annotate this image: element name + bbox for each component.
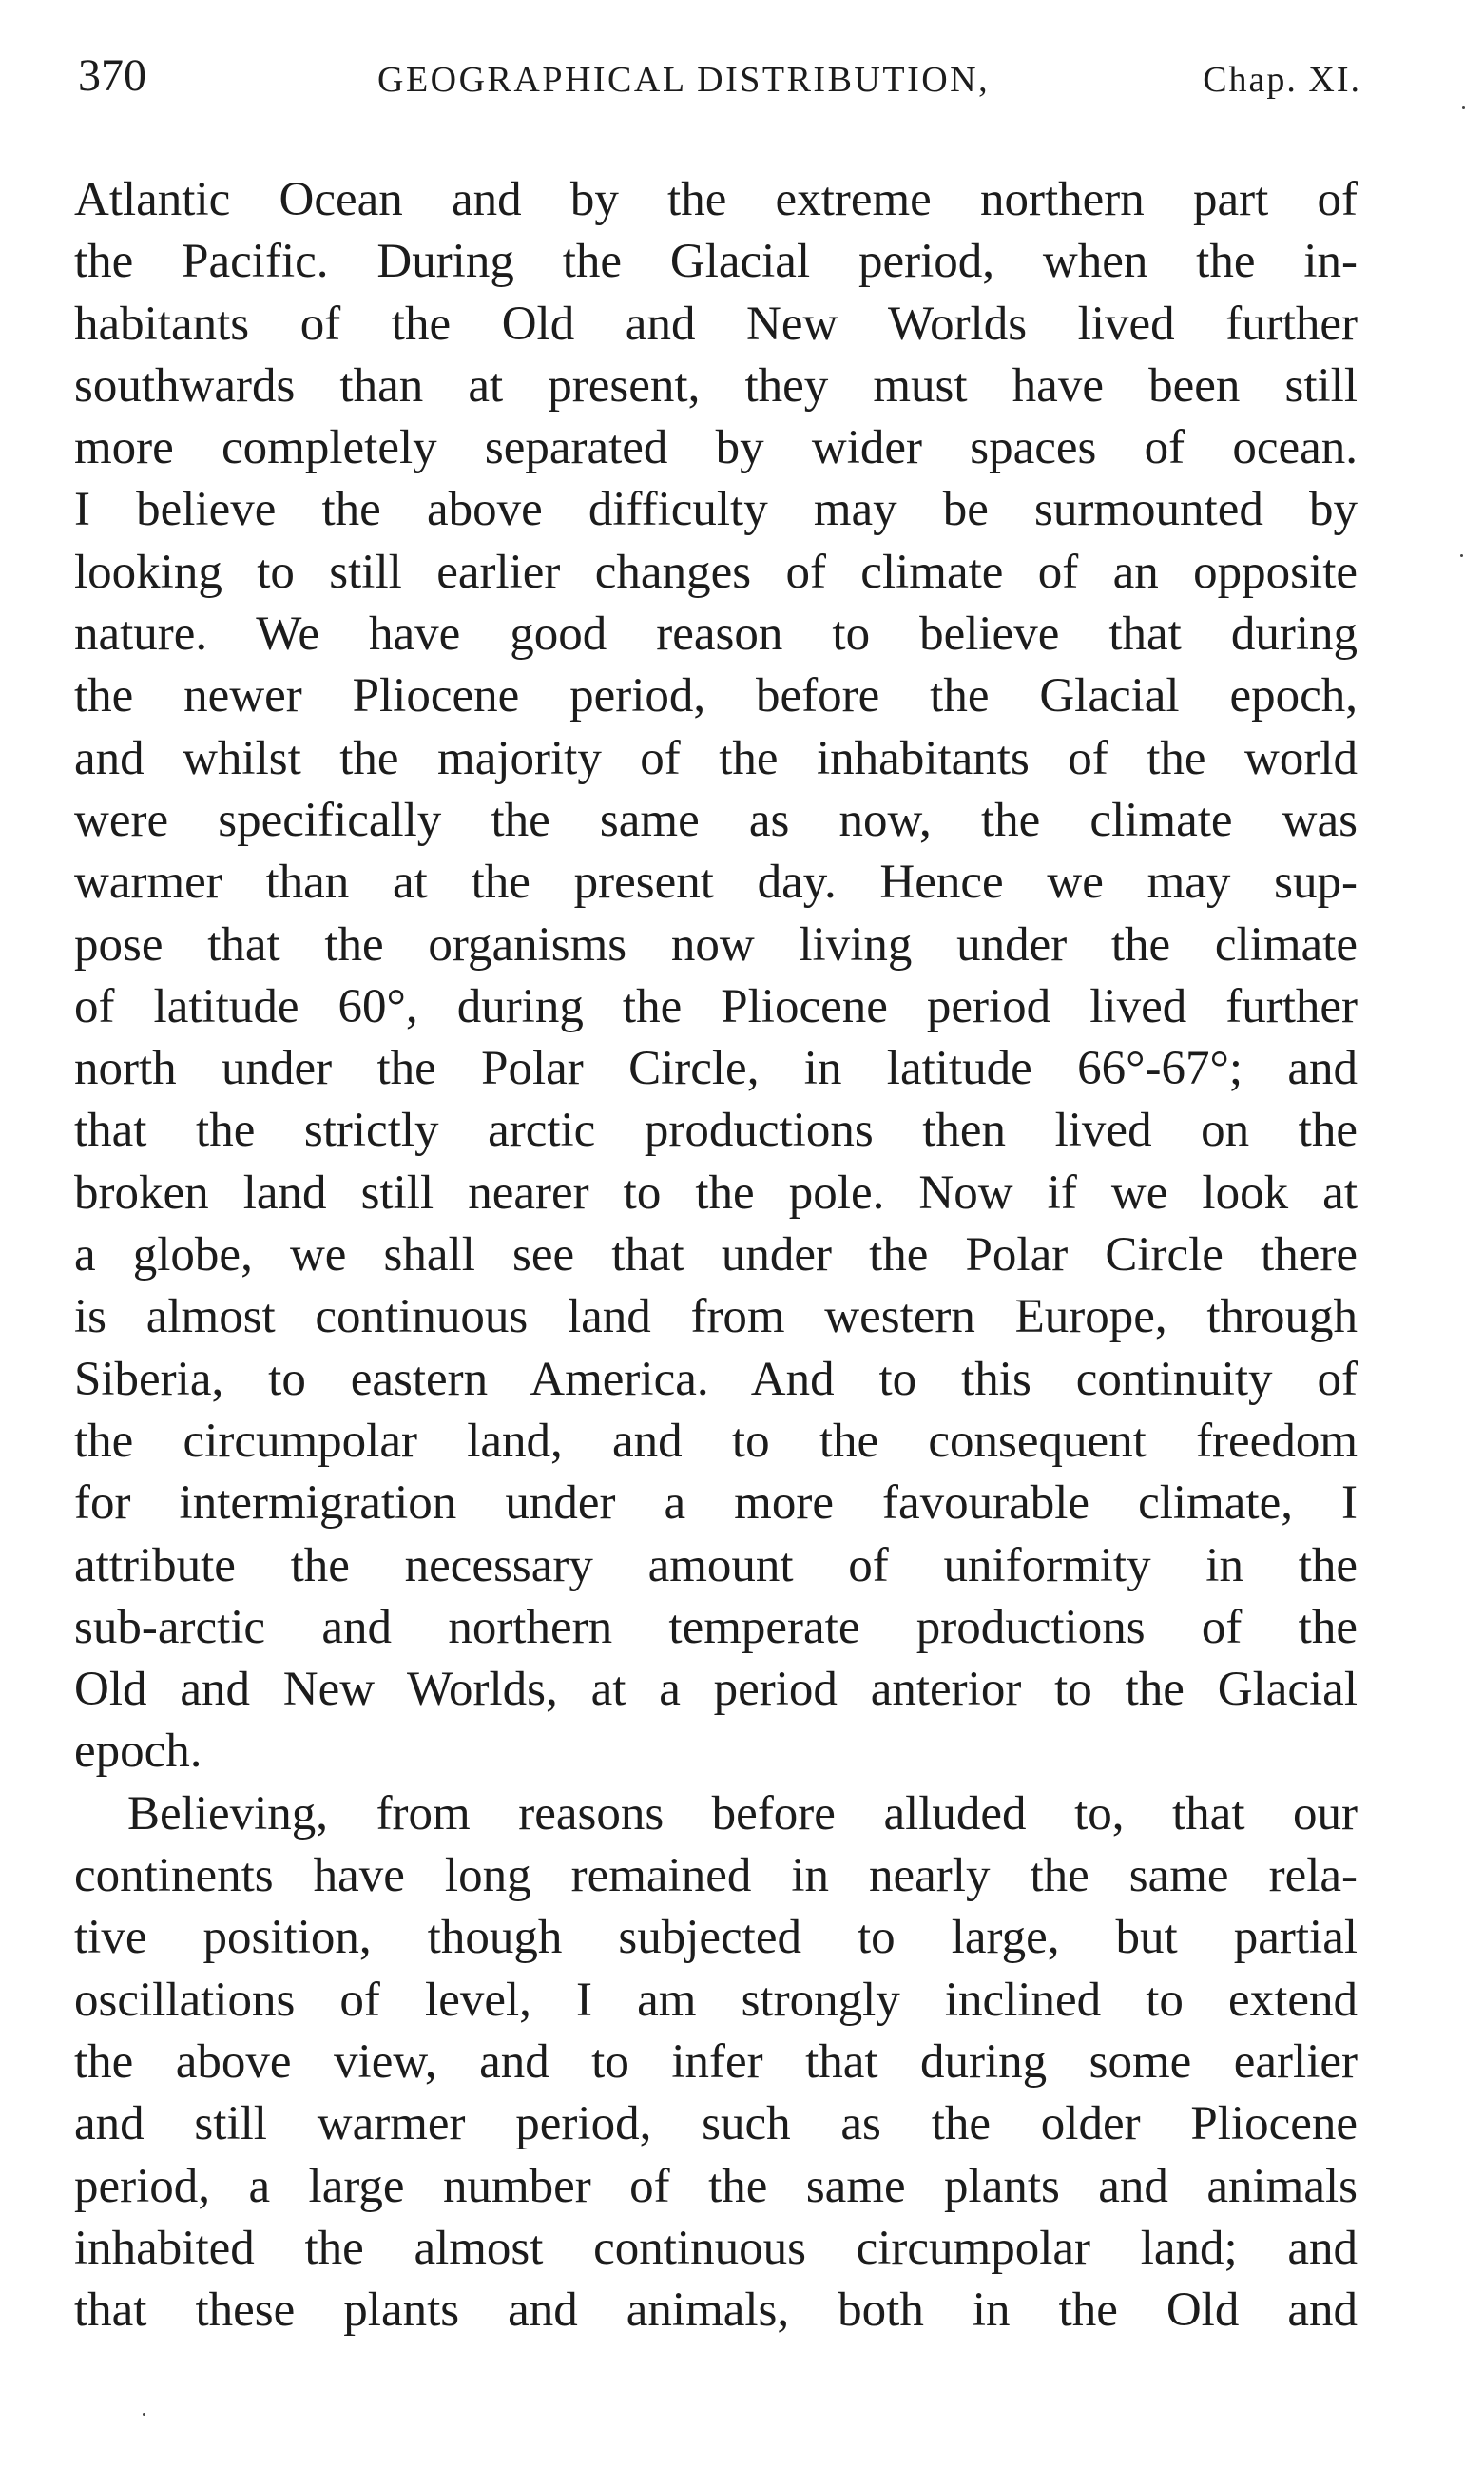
- text-line: the circumpolar land, and to the consequent freedom: [74, 1414, 1358, 1468]
- text-line: broken land still nearer to the pole. Now if we look at: [74, 1166, 1358, 1220]
- page-header: [78, 49, 1361, 116]
- page-number: 370: [78, 50, 146, 101]
- text-line: Old and New Worlds, at a period anterior to the Glacial: [74, 1663, 1358, 1717]
- chapter-label: Chap. XI.: [1203, 60, 1361, 100]
- text-line: I believe the above difficulty may be surmounted by: [74, 483, 1358, 537]
- paragraph: [74, 1783, 1358, 2342]
- text-line: habitants of the Old and New Worlds lived further: [74, 297, 1358, 351]
- running-title: GEOGRAPHICAL DISTRIBUTION,: [377, 60, 991, 100]
- body-text: [74, 169, 1358, 2342]
- text-line: the above view, and to infer that during some earlier: [74, 2034, 1358, 2089]
- text-line: the Pacific. During the Glacial period, when the in-: [74, 235, 1358, 289]
- scan-speck: [1460, 554, 1463, 557]
- text-line: tive position, though subjected to large, but partial: [74, 1911, 1358, 1965]
- text-line: warmer than at the present day. Hence we may sup-: [74, 856, 1358, 910]
- text-line: southwards than at present, they must have been still: [74, 358, 1358, 413]
- text-line: of latitude 60°, during the Pliocene period lived further: [74, 979, 1358, 1033]
- text-line: more completely separated by wider spaces of ocean.: [74, 421, 1358, 475]
- text-line: inhabited the almost continuous circumpolar land; and: [74, 2221, 1358, 2275]
- text-line: nature. We have good reason to believe that during: [74, 607, 1358, 662]
- text-line: for intermigration under a more favourable climate, I: [74, 1476, 1358, 1531]
- text-line: attribute the necessary amount of uniformity in the: [74, 1538, 1358, 1592]
- text-line: is almost continuous land from western Europe, through: [74, 1290, 1358, 1344]
- scan-speck: [143, 2413, 145, 2416]
- text-line: continents have long remained in nearly the same rela-: [74, 1849, 1358, 1903]
- text-line: that these plants and animals, both in the Old and: [74, 2284, 1358, 2338]
- text-line: north under the Polar Circle, in latitude 66°-67°; and: [74, 1042, 1358, 1096]
- text-line: looking to still earlier changes of climate of an opposite: [74, 545, 1358, 599]
- text-line: Believing, from reasons before alluded to, that our: [127, 1786, 1358, 1841]
- text-line: that the strictly arctic productions then lived on the: [74, 1104, 1358, 1158]
- scan-speck: [1462, 106, 1465, 109]
- text-line: and still warmer period, such as the older Pliocene: [74, 2097, 1358, 2151]
- text-line: sub-arctic and northern temperate productions of the: [74, 1600, 1358, 1654]
- text-line: Siberia, to eastern America. And to this continuity of: [74, 1352, 1358, 1406]
- text-line: the newer Pliocene period, before the Glacial epoch,: [74, 669, 1358, 723]
- text-line: oscillations of level, I am strongly inclined to extend: [74, 1973, 1358, 2027]
- paragraph: [74, 169, 1358, 1783]
- text-line: and whilst the majority of the inhabitants of the world: [74, 731, 1358, 785]
- text-line: a globe, we shall see that under the Polar Circle there: [74, 1228, 1358, 1282]
- text-line: were specifically the same as now, the climate was: [74, 793, 1358, 847]
- text-line: period, a large number of the same plants and animals: [74, 2159, 1358, 2213]
- text-line: Atlantic Ocean and by the extreme northern part of: [74, 173, 1358, 226]
- text-line: pose that the organisms now living under the climate: [74, 917, 1358, 972]
- text-line: epoch.: [74, 1725, 202, 1779]
